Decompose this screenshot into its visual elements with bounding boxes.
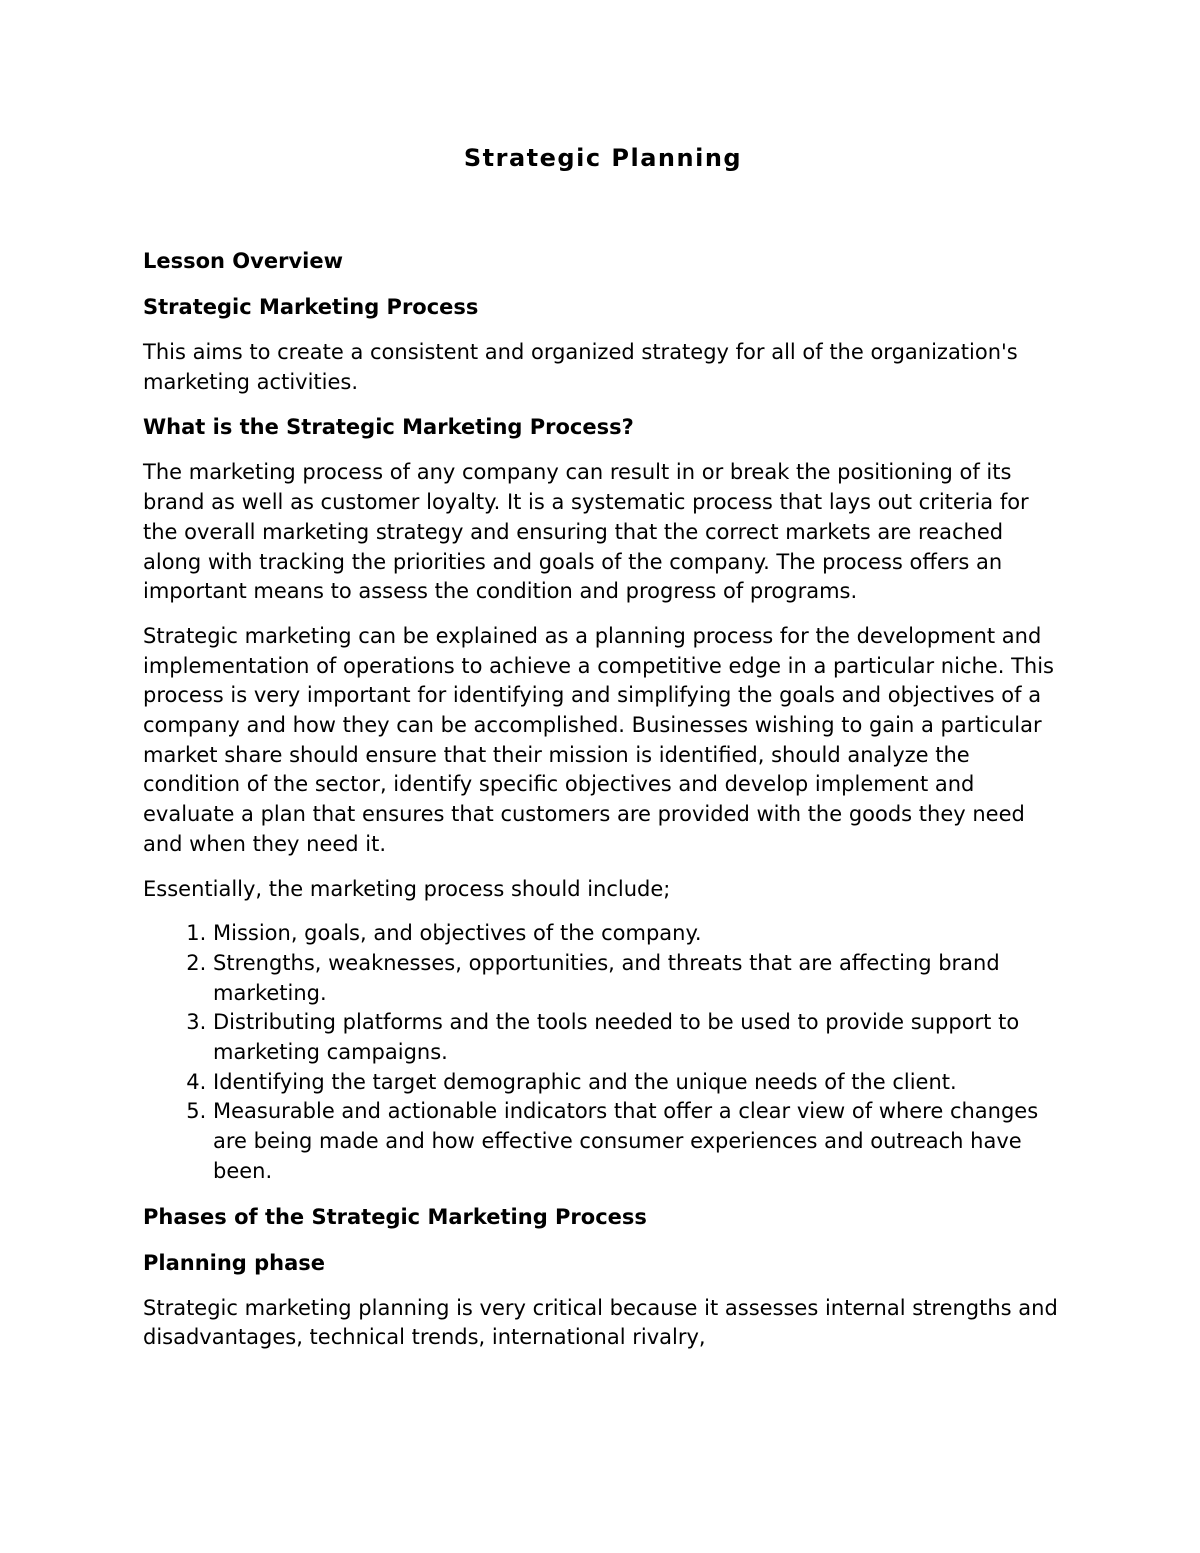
list-item: 1. Mission, goals, and objectives of the company. bbox=[213, 919, 1063, 949]
body-paragraph-1: The marketing process of any company can result in or break the positioning of its brand as well as customer loyalty. It is a systematic process that lays out criteria for the overall marketing strategy and ensuring that the correct markets are reached along with tracking the priorities and goals of the company. The process offers an important means to assess the condition and progress of programs. bbox=[143, 460, 1029, 604]
body-paragraph-3: Essentially, the marketing process should include; bbox=[143, 876, 671, 901]
marketing-process-list bbox=[143, 919, 1063, 1186]
strategic-marketing-process-heading: Strategic Marketing Process bbox=[143, 295, 479, 319]
phases-heading: Phases of the Strategic Marketing Process bbox=[143, 1204, 647, 1229]
lesson-overview-heading: Lesson Overview bbox=[143, 249, 343, 273]
intro-paragraph: This aims to create a consistent and organized strategy for all of the organization's marketing activities. bbox=[143, 340, 1018, 394]
list-item: 5. Measurable and actionable indicators that offer a clear view of where changes are being made and how effective consumer experiences and outreach have been. bbox=[213, 1097, 1063, 1186]
document-title: Strategic Planning bbox=[463, 144, 743, 172]
list-item: 2. Strengths, weaknesses, opportunities, and threats that are affecting brand marketing. bbox=[213, 949, 1063, 1008]
planning-phase-heading: Planning phase bbox=[143, 1250, 326, 1275]
body-paragraph-4: Strategic marketing planning is very critical because it assesses internal strengths and disadvantages, technical trends, international rivalry, bbox=[143, 1295, 1058, 1350]
list-item: 4. Identifying the target demographic and the unique needs of the client. bbox=[213, 1068, 1063, 1098]
document-page bbox=[143, 140, 1063, 1368]
body-paragraph-2: Strategic marketing can be explained as a planning process for the development and implementation of operations to achieve a competitive edge in a particular niche. This process is very important for identifying and simplifying the goals and objectives of a company and how they can be accomplished. Businesses wishing to gain a particular market share should ensure that their mission is identified, should analyze the condition of the sector, identify specific objectives and develop implement and evaluate a plan that ensures that customers are provided with the goods they need and when they need it. bbox=[143, 623, 1054, 856]
what-is-heading: What is the Strategic Marketing Process? bbox=[143, 415, 634, 440]
list-item: 3. Distributing platforms and the tools needed to be used to provide support to marketing campaigns. bbox=[213, 1008, 1063, 1067]
